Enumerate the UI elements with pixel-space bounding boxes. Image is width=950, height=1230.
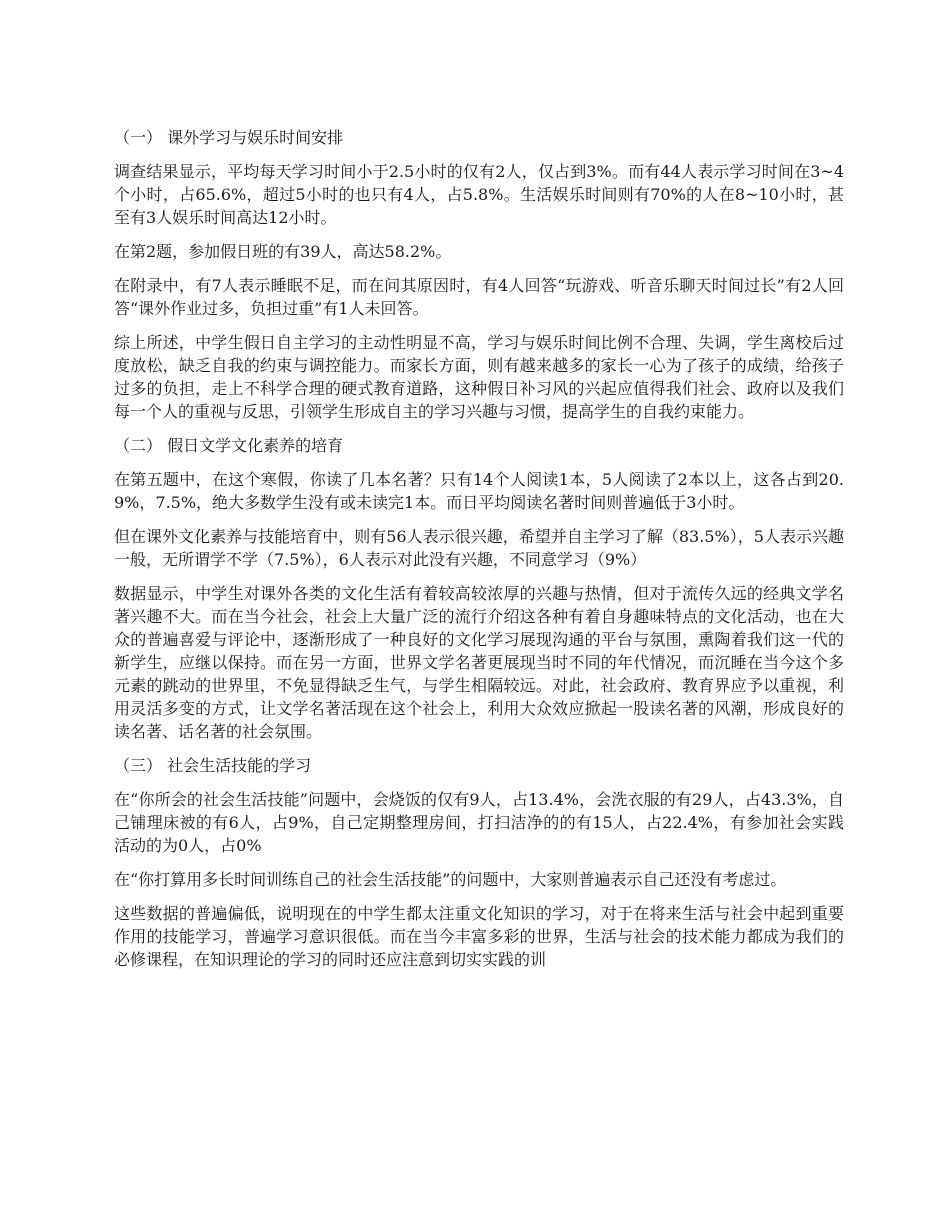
paragraph-training-plan: 在“你打算用多长时间训练自己的社会生活技能”的问题中，大家则普遍表示自己还没有考虑过。	[114, 870, 787, 889]
section-heading-1: （一） 课外学习与娱乐时间安排	[114, 128, 344, 147]
paragraph-culture-interest: 但在课外文化素养与技能培育中，则有56人表示很兴趣，希望并自主学习了解（83.5%），5人表示兴趣一般，无所谓学不学（7.5%），6人表示对此没有兴趣，不同意学习（9%）	[114, 527, 844, 569]
section-heading-2: （二） 假日文学文化素养的培育	[114, 436, 344, 455]
paragraph-study-time-results: 调查结果显示，平均每天学习时间小于2.5小时的仅有2人，仅占到3%。而有44人表示学习时间在3~4个小时，占65.6%，超过5小时的也只有4人，占5.8%。生活娱乐时间则有70%的人在8~10小时，甚至有3人娱乐时间高达12小时。	[114, 162, 844, 227]
paragraph-sleep-appendix: 在附录中，有7人表示睡眠不足，而在问其原因时，有4人回答“玩游戏、听音乐聊天时间过长”有2人回答“课外作业过多，负担过重”有1人未回答。	[114, 276, 844, 318]
paragraph-reading-results: 在第五题中，在这个寒假，你读了几本名著？只有14个人阅读1本，5人阅读了2本以上，这各占到20.9%，7.5%，绝大多数学生没有或未读完1本。而日平均阅读名著时间则普遍低于3小时。	[114, 470, 844, 512]
paragraph-summary-3: 这些数据的普遍偏低，说明现在的中学生都太注重文化知识的学习，对于在将来生活与社会中起到重要作用的技能学习，普遍学习意识很低。而在当今丰富多彩的世界，生活与社会的技术能力都成为我们的必修课程，在知识理论的学习的同时还应注意到切实实践的训	[114, 904, 844, 969]
section-heading-3: （三） 社会生活技能的学习	[114, 756, 312, 775]
paragraph-holiday-class: 在第2题，参加假日班的有39人，高达58.2%。	[114, 242, 452, 261]
paragraph-summary-1: 综上所述，中学生假日自主学习的主动性明显不高，学习与娱乐时间比例不合理、失调，学生离校后过度放松，缺乏自我的约束与调控能力。而家长方面，则有越来越多的家长一心为了孩子的成绩，给孩子过多的负担，走上不科学合理的硬式教育道路，这种假日补习风的兴起应值得我们社会、政府以及我们每一个人的重视与反思，引领学生形成自主的学习兴趣与习惯，提高学生的自我约束能力。	[114, 333, 844, 421]
paragraph-life-skills: 在“你所会的社会生活技能”问题中，会烧饭的仅有9人，占13.4%，会洗衣服的有29人，占43.3%，自己铺理床被的有6人，占9%，自己定期整理房间，打扫洁净的的有15人，占22.4%，有参加社会实践活动的为0人，占0%	[114, 790, 844, 855]
paragraph-summary-2: 数据显示，中学生对课外各类的文化生活有着较高较浓厚的兴趣与热情，但对于流传久远的经典文学名著兴趣不大。而在当今社会，社会上大量广泛的流行介绍这各种有着自身趣味特点的文化活动，也在大众的普遍喜爱与评论中，逐渐形成了一种良好的文化学习展现沟通的平台与氛围，熏陶着我们这一代的新学生，应继以保持。而在另一方面，世界文学名著更展现当时不同的年代情况，而沉睡在当今这个多元素的跳动的世界里，不免显得缺乏生气，与学生相隔较远。对此，社会政府、教育界应予以重视，利用灵活多变的方式，让文学名著活现在这个社会上，利用大众效应掀起一股读名著的风潮，形成良好的读名著、话名著的社会氛围。	[114, 584, 844, 741]
document-page	[114, 126, 844, 982]
